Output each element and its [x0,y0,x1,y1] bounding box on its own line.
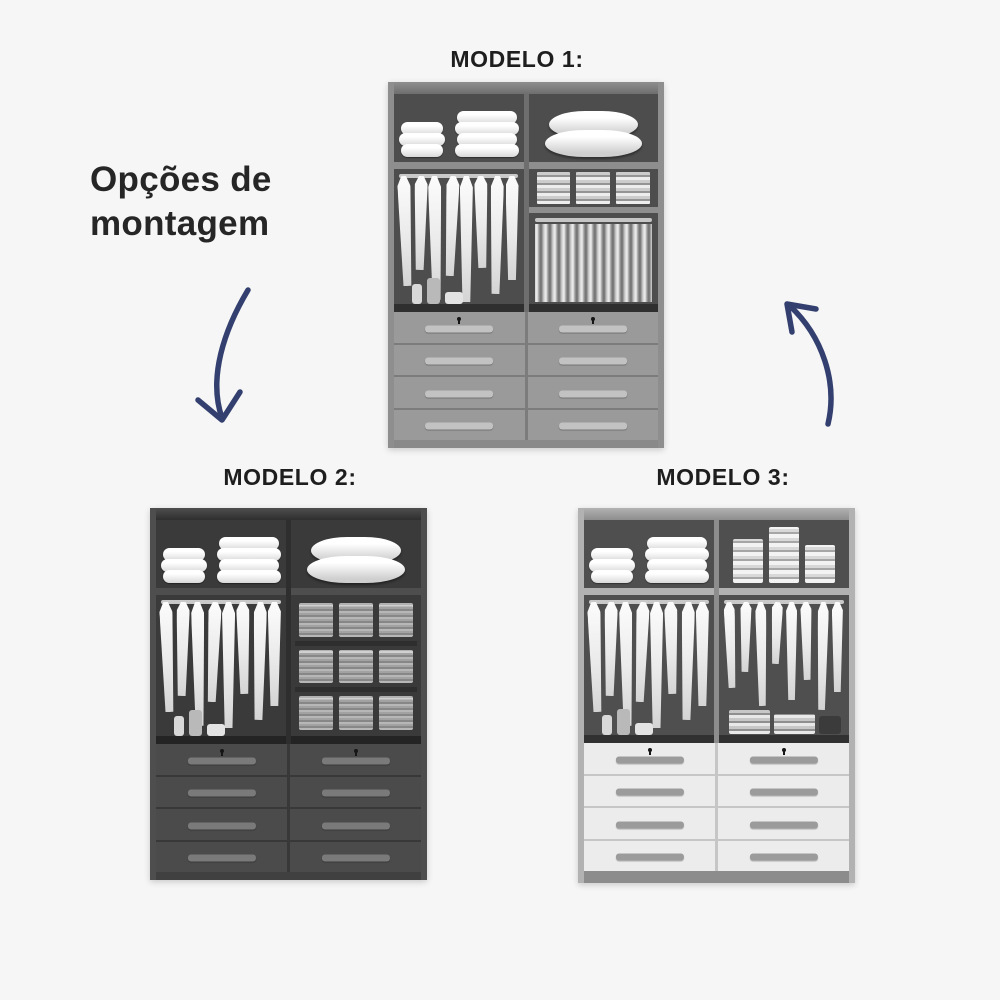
wardrobe-right-column [719,520,849,743]
basket-shelves [295,599,417,734]
keyhole [782,748,786,752]
keyhole [591,317,595,321]
linen-stack [733,539,763,583]
drawer-handle [615,854,683,861]
pillow [455,144,519,157]
shirt [205,602,221,702]
drawer-handle [559,325,627,332]
drawer [584,808,715,841]
storage-basket [339,603,373,637]
large-pillows [299,537,413,583]
storage-basket [379,696,413,730]
shirt [786,602,797,700]
pillow-stack [161,550,207,583]
floor-item [189,710,202,736]
upper-shelf-compartment [529,94,659,162]
keyhole [648,748,652,752]
shirt [474,176,489,268]
drawer-handle [749,789,817,796]
drawer-column [394,312,525,440]
drawer-handle [321,790,389,797]
drawer [528,377,659,410]
wardrobe-interior [156,520,421,744]
right-compartment [719,595,849,743]
floor-item [174,716,184,736]
model-3-label: MODELO 3: [656,464,790,490]
pillow-stack [645,539,709,583]
hanging-pants-rack [535,218,653,302]
storage-basket [379,650,413,684]
shirt [159,602,176,712]
pillow-stacks [399,113,519,157]
drawer [156,809,287,842]
keyhole [220,749,224,753]
keyhole [354,749,358,753]
floor-item [617,709,630,735]
floor-item [412,284,422,304]
wardrobe-base [394,440,658,448]
shirt [755,602,768,706]
shirt [268,602,281,706]
drawer-handle [559,390,627,397]
shirt [832,602,843,692]
model-1-label: MODELO 1: [450,46,584,72]
drawer [394,410,525,441]
drawer [156,777,287,810]
pillow [591,570,633,583]
drawer-section [584,743,849,871]
storage-bag [819,716,841,734]
folded-towels [537,172,571,204]
drawer-handle [425,358,493,365]
drawer [528,345,659,378]
hanging-compartment [584,595,714,743]
drawer [394,312,525,345]
drawer [394,345,525,378]
pillow [217,570,281,583]
drawer-handle [425,325,493,332]
linen-stack [769,527,799,583]
drawer [584,776,715,809]
wardrobe-right-column [529,94,659,312]
pillow-stacks [589,539,709,583]
drawer-handle [321,822,389,829]
pillow [545,130,642,157]
upper-shelf-compartment [156,520,286,588]
storage-basket [299,603,333,637]
pillow-stacks [161,539,281,583]
wardrobe-interior [584,520,849,743]
drawer-handle [749,821,817,828]
storage-basket [339,696,373,730]
wardrobe-top-panel [584,508,849,520]
shirt [633,602,649,702]
hanging-pants [535,224,653,302]
drawer-handle [425,390,493,397]
storage-basket [379,603,413,637]
shelf [394,162,524,169]
shirt [665,602,680,694]
shirt [175,602,190,696]
shirt [413,176,428,270]
basket-shelf-row [295,692,417,734]
drawer-handle [615,789,683,796]
pillow [163,570,205,583]
hanging-compartment [156,595,286,744]
pillow-stack [217,539,281,583]
hanging-clothes [723,602,845,710]
folded-linen-stacks [727,527,841,583]
shirt [252,602,267,720]
drawer [718,841,849,872]
upper-shelf-compartment [584,520,714,588]
shirt [801,602,813,680]
shirt [489,176,504,294]
storage-basket [299,650,333,684]
wardrobe-left-column [394,94,524,312]
drawer [718,776,849,809]
folded-towels [576,172,610,204]
wardrobe-left-column [584,520,714,743]
shelf [156,588,286,595]
drawer [290,777,421,810]
hanging-compartment [394,169,524,312]
drawer [718,808,849,841]
drawer [528,312,659,345]
shirt [680,602,695,720]
wardrobe-base [584,871,849,883]
drawer-handle [615,821,683,828]
shelf [291,588,421,595]
floor-items [412,278,463,304]
floor-item [207,724,225,736]
floor-item [427,278,440,304]
wardrobe-top-panel [394,82,658,94]
drawer-handle [749,756,817,763]
shirt [397,176,414,286]
floor-item [602,715,612,735]
linen-stack [805,545,835,583]
upper-shelf-compartment [291,520,421,588]
shelf [529,207,659,213]
towel-shelf [529,169,659,204]
shirt [618,602,633,726]
shirt [740,602,752,672]
shirt [506,176,519,280]
basket-shelf-row [295,646,417,693]
floor-item [445,292,463,304]
wardrobe-model-1 [388,82,664,448]
pillow-stack [589,550,635,583]
upper-shelf-compartment [394,94,524,162]
drawer-handle [749,854,817,861]
drawer-handle [559,358,627,365]
curved-arrow-up-icon [760,286,875,436]
shirt [816,602,829,710]
folded-towels [616,172,650,204]
wardrobe-top-panel [156,508,421,520]
towels-and-pants [529,169,659,312]
shelf [584,588,714,595]
drawer-handle [187,790,255,797]
wardrobe-model-2 [150,508,427,880]
shirt [603,602,618,696]
drawer-column [290,744,421,872]
drawer [584,743,715,776]
right-compartment [529,169,659,312]
model-2-label: MODELO 2: [223,464,357,490]
drawer [156,744,287,777]
drawer [584,841,715,872]
keyhole [457,317,461,321]
drawer-handle [187,855,255,862]
storage-basket [299,696,333,730]
pillow-stack [455,113,519,157]
drawer-handle [615,756,683,763]
page-title: Opções de montagem [90,160,272,243]
folded-clothes-pile [729,710,841,734]
drawer-handle [321,757,389,764]
drawer [290,842,421,873]
floor-item [635,723,653,735]
drawer-handle [187,822,255,829]
basket-shelf-row [295,599,417,646]
drawer-column [718,743,849,871]
shirt [443,176,459,276]
folded-stack [774,714,815,734]
wardrobe-left-column [156,520,286,744]
folded-stack [729,710,770,734]
drawer-handle [425,423,493,430]
curved-arrow-down-icon [186,282,316,442]
shirt [770,602,783,664]
shelf [719,588,849,595]
drawer-column [528,312,659,440]
floor-items [602,709,653,735]
wardrobe-interior [394,94,658,312]
wardrobe-right-column [291,520,421,744]
shirt [190,602,205,726]
shelf [529,162,659,169]
drawer [718,743,849,776]
pillow-stack [399,124,445,157]
large-pillows [537,111,651,157]
shirt [587,602,604,712]
drawer-column [156,744,287,872]
floor-items [174,710,225,736]
pillow [645,570,709,583]
pillow [307,556,405,583]
drawer-section [156,744,421,872]
right-compartment [291,595,421,744]
storage-basket [339,650,373,684]
drawer-handle [559,423,627,430]
shirt [696,602,709,706]
drawer-handle [187,757,255,764]
drawer-handle [321,855,389,862]
upper-shelf-compartment [719,520,849,588]
drawer [290,744,421,777]
shirt [724,602,738,688]
drawer [290,809,421,842]
drawer [394,377,525,410]
wardrobe-base [156,872,421,880]
pillow [401,144,443,157]
drawer [156,842,287,873]
drawer-section [394,312,658,440]
drawer-column [584,743,715,871]
wardrobe-model-3 [578,508,855,883]
drawer [528,410,659,441]
shirt [237,602,252,694]
